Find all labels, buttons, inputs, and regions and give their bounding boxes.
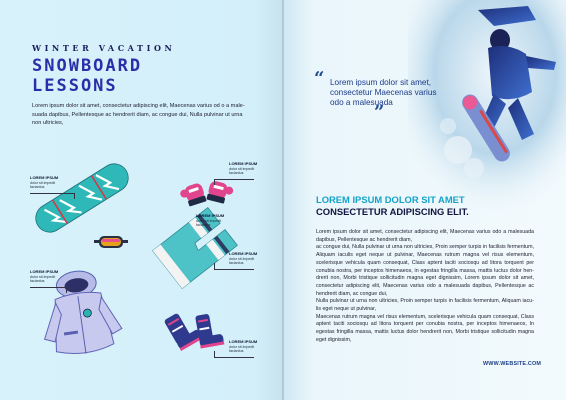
label-leader-tick	[74, 193, 75, 199]
kicker-text: WINTER VACATION	[32, 43, 176, 53]
label-leader-line	[214, 269, 254, 270]
quote-open-mark: “	[314, 68, 325, 89]
label-leader-tick	[66, 287, 67, 293]
body-paragraph: Lorem ipsum dolor sit amet, consectetur adipiscing elit, Maecenas varius odo a malesuada dapibus, Pellentesque ac hendrerit diam,	[316, 229, 534, 243]
section-heading-secondary: CONSECTETUR ADIPISCING ELIT.	[316, 206, 469, 217]
body-paragraph: Maecenas rutrum magna vel risus elementum, scelerisque vehicula quam consequat, Class aptent taciti sociosqu ad litora torquent per conubia nostra, per inceptos himenaeos, In egestas fringilla massa, mattis luctus dolor hendrerit non, Morbi tristique sollicitudin magna eget dignissim,	[316, 313, 534, 343]
pants-illustration	[150, 212, 240, 284]
label-jacket: LOREM IPSUM dolor sit impedit faciantus	[30, 269, 59, 284]
intro-paragraph: Lorem ipsum dolor sit amet, consectetur adipiscing elit, Maecenas varius od o a male-suada dapibus, Pellentesque ac hendrerit diam, ac congue dui, Nulla pulvinar ut urna non ultricies,	[32, 103, 245, 127]
label-leader-line	[30, 287, 66, 288]
section-heading-primary: LOREM IPSUM DOLOR SIT AMET	[316, 194, 465, 205]
gloves-illustration	[182, 176, 232, 210]
body-paragraph: ac congue dui, Nulla pulvinar ut urna non ultricies, Proin semper turpis in facilisis fermentum, Aliquam iaculis eget neque ut pulvinar, Maecenas rutrum magna vel risus elementum, scelerisque vehicula quam consequat, Class aptent taciti sociosqu ad litora torquent per conubia nostra, per inceptos himenaeos, in egestas fringilla massa, mattis luctus dolor hen-drerit non, Morbi tristique sollicitudin magna eget dignissim, Lorem ipsum dolor sit amet, consectetur adipiscing elit, Maecenas varius odo a malesuada dapibus, Pellentesque ac hendrerit diam, ac congue dui,	[316, 244, 534, 297]
quote-close-mark: ”	[374, 102, 385, 123]
label-leader-tick	[214, 179, 215, 185]
label-goggles: LOREM IPSUM dolor sit impedit faciantus	[196, 213, 225, 228]
page-title	[32, 56, 142, 96]
boots-illustration	[168, 306, 224, 358]
label-leader-line	[214, 357, 254, 358]
label-gloves: LOREM IPSUM dolor sit impedit faciantus	[229, 161, 258, 176]
body-paragraph: Nulla pulvinar ut urna non ultricies, Proin semper turpis in facilisis fermentum, Aliquam iacu-lis eget neque ut pulvinar,	[316, 298, 534, 313]
label-boots: LOREM IPSUM dolor sit impedit faciantus	[229, 339, 258, 354]
label-leader-tick	[214, 263, 215, 269]
body-copy	[316, 229, 534, 345]
label-leader-line	[30, 193, 74, 194]
title-line-2: LESSONS	[32, 76, 118, 96]
pull-quote: Lorem ipsum dolor sit amet, consectetur Maecenas varius odo a malesuada	[330, 78, 437, 107]
label-leader-line	[214, 179, 254, 180]
website-link[interactable]: WWW.WEBSITE.COM	[483, 361, 542, 367]
snowboard-illustration	[22, 158, 142, 238]
label-leader-tick	[214, 351, 215, 357]
goggles-illustration	[94, 234, 128, 250]
title-line-1: SNOWBOARD	[32, 56, 143, 76]
label-snowboard: LOREM IPSUM dolor sit impedit faciantus	[30, 175, 59, 190]
label-pants: LOREM IPSUM dolor sit impedit faciantus	[229, 251, 258, 266]
